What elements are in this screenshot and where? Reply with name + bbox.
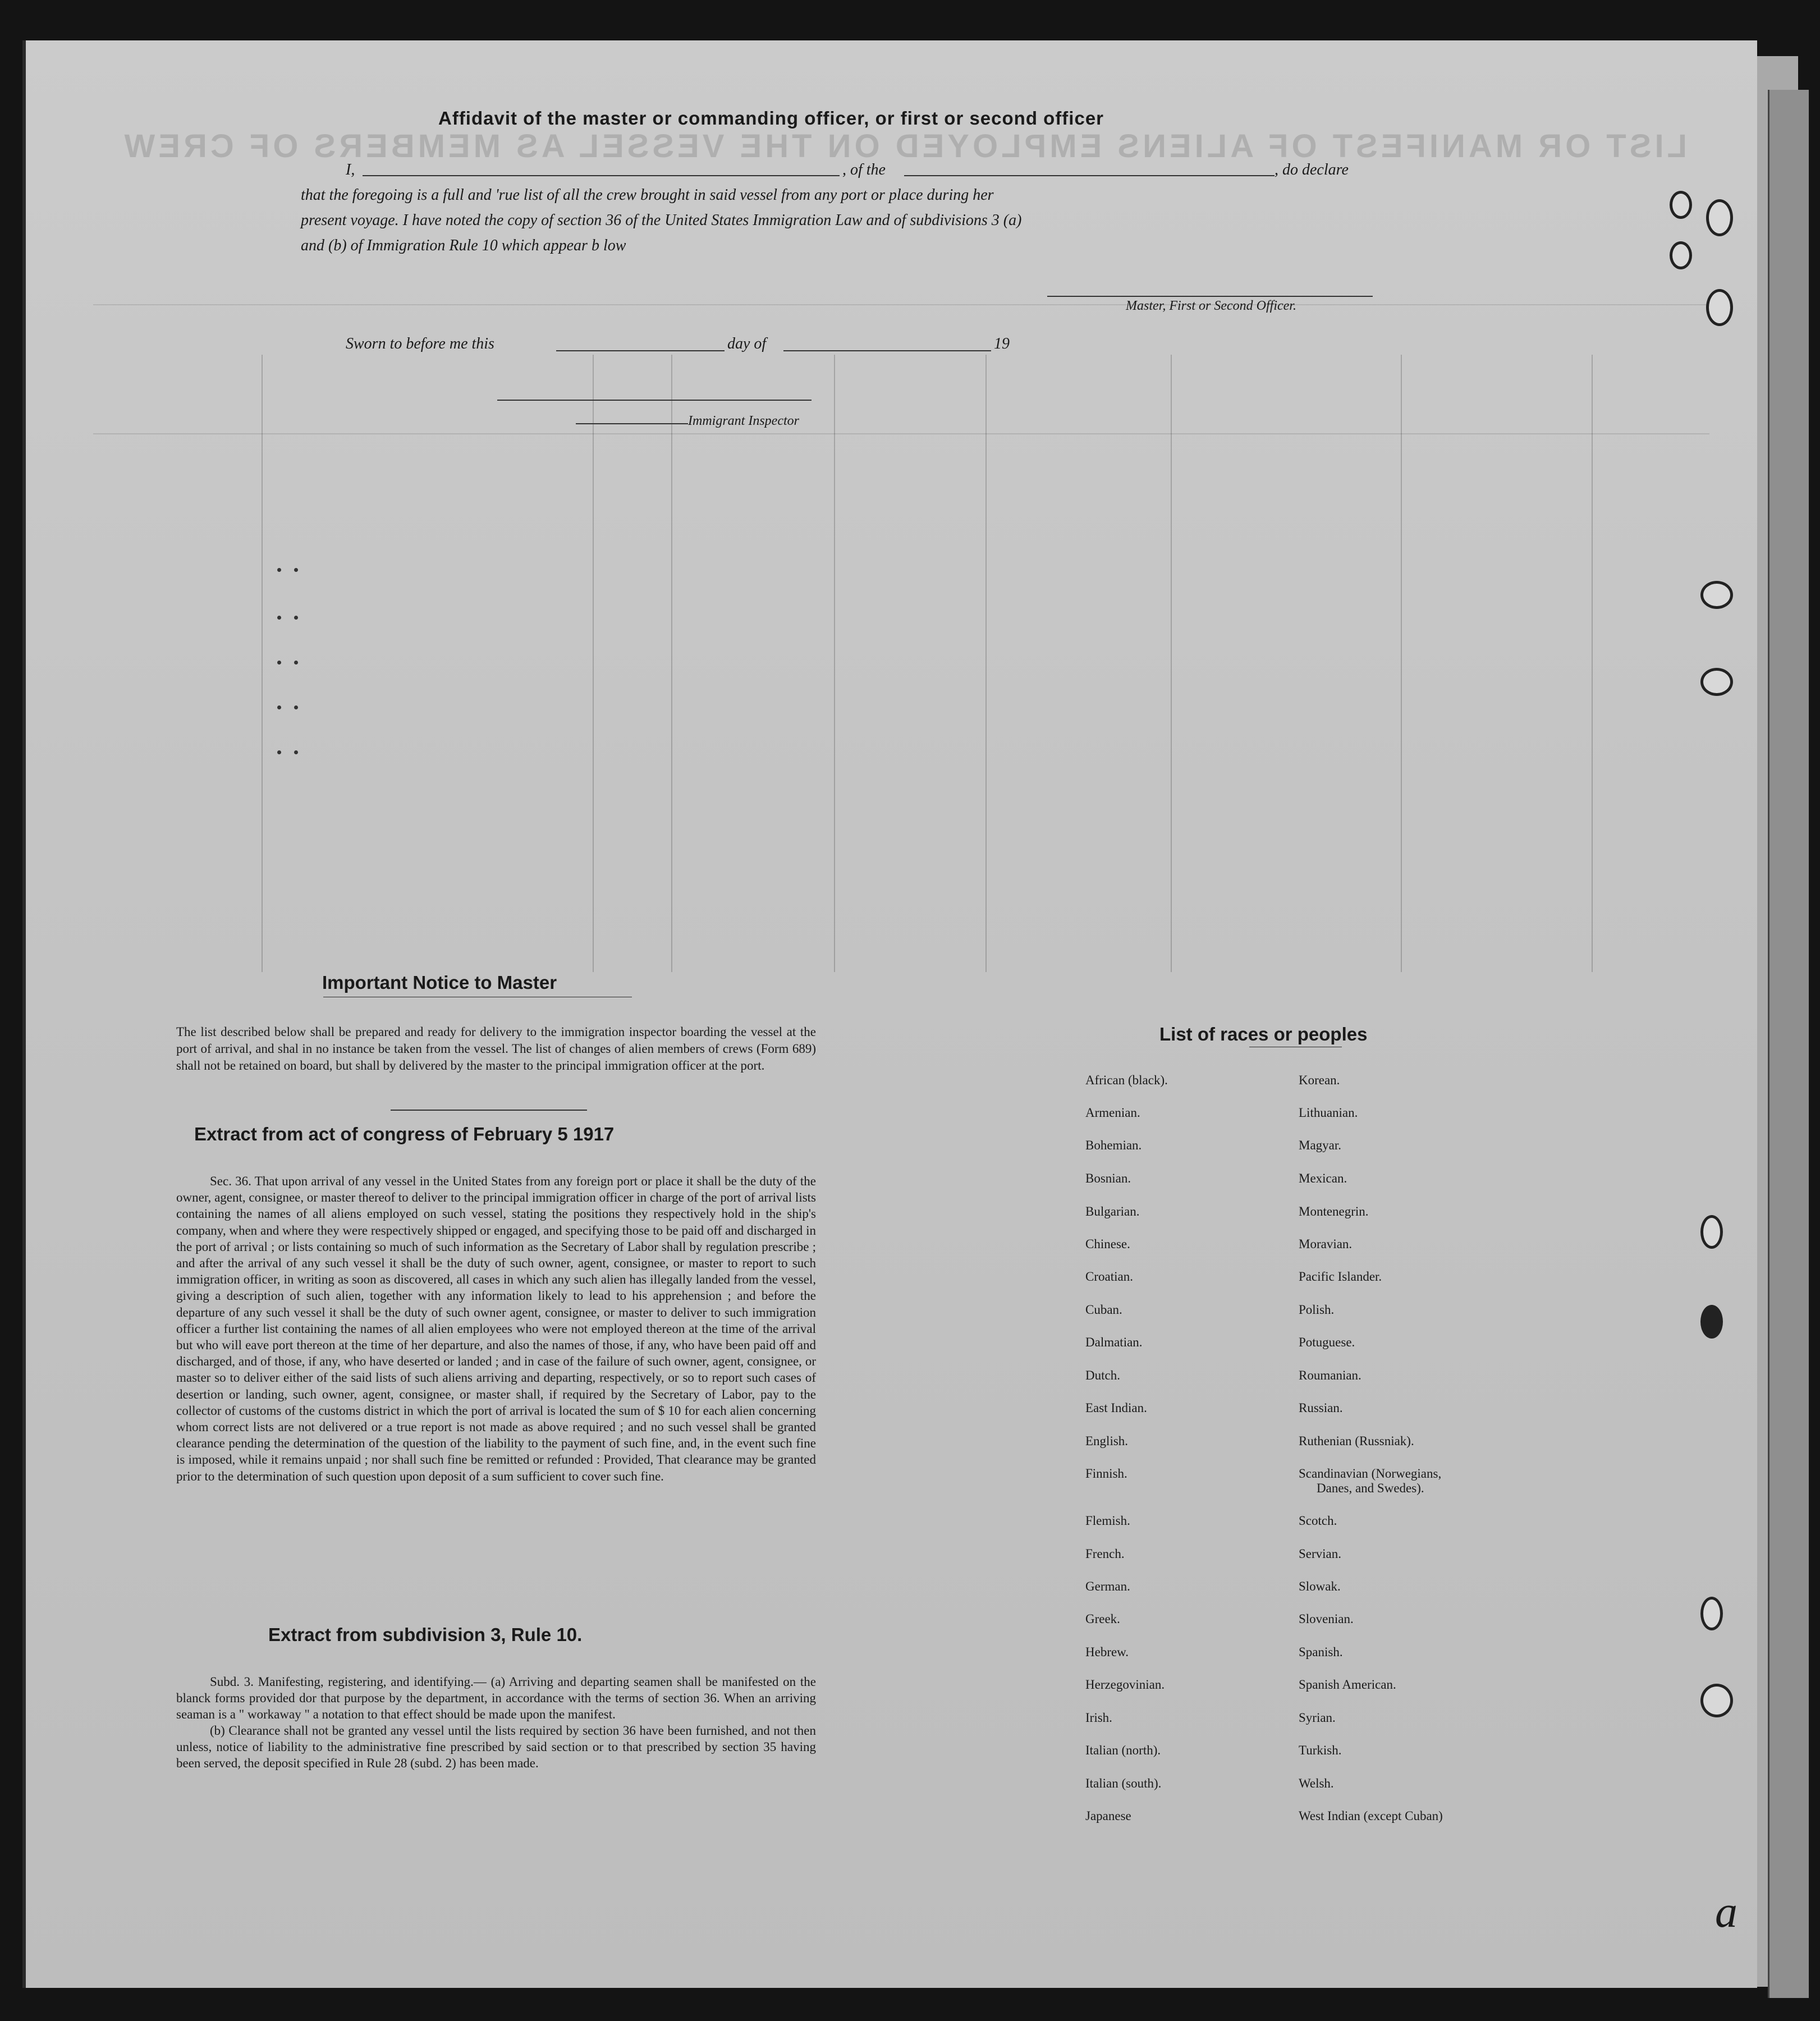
- race-item: Cuban.: [1085, 1303, 1122, 1317]
- race-item: Irish.: [1085, 1711, 1112, 1725]
- sworn-text: Sworn to before me this: [346, 335, 494, 352]
- bleed-rule: [93, 304, 1709, 305]
- race-item: Armenian.: [1085, 1106, 1140, 1120]
- inspector-label: Immigrant Inspector: [688, 414, 799, 428]
- race-item: Bohemian.: [1085, 1138, 1142, 1152]
- bleed-through-title: LIST OR MANIFEST OF ALIENS EMPLOYED ON THE VESSEL AS MEMBERS OF CREW: [121, 128, 1687, 164]
- affidavit-line1-mid: , of the: [842, 161, 886, 178]
- race-item: Japanese: [1085, 1809, 1131, 1823]
- act-extract-title: Extract from act of congress of February 5 1917: [194, 1124, 615, 1144]
- sworn-day-blank[interactable]: [556, 350, 725, 351]
- race-item: Magyar.: [1299, 1138, 1342, 1152]
- affidavit-line4: and (b) of Immigration Rule 10 which appear b low: [301, 237, 626, 254]
- race-item: African (black).: [1085, 1073, 1168, 1087]
- bleed-column-line: [1171, 355, 1172, 972]
- sworn-day-of: day of: [727, 335, 767, 352]
- margin-dot: [277, 750, 281, 754]
- punch-hole: [1700, 1305, 1723, 1339]
- punch-hole: [1670, 241, 1692, 269]
- margin-dot: [294, 661, 298, 664]
- race-item: English.: [1085, 1434, 1129, 1448]
- bleed-column-line: [1401, 355, 1402, 972]
- race-item: Pacific Islander.: [1299, 1270, 1382, 1284]
- race-item: Korean.: [1299, 1073, 1340, 1087]
- race-item: Welsh.: [1299, 1776, 1334, 1790]
- inspector-signature-line[interactable]: [497, 400, 812, 401]
- race-item: French.: [1085, 1547, 1125, 1561]
- race-item: Dalmatian.: [1085, 1335, 1143, 1349]
- affidavit-line1-start: I,: [346, 161, 355, 178]
- subdivision-text: [176, 1674, 816, 1771]
- punch-hole: [1700, 1684, 1733, 1717]
- race-item: Syrian.: [1299, 1711, 1336, 1725]
- master-signature-label: Master, First or Second Officer.: [1126, 299, 1296, 313]
- race-item: West Indian (except Cuban): [1299, 1809, 1443, 1823]
- master-signature-line[interactable]: [1047, 296, 1373, 297]
- rule-extract-title: Extract from subdivision 3, Rule 10.: [268, 1624, 583, 1645]
- subdivision-para-b: (b) Clearance shall not be granted any vessel until the lists required by section 36 have been furnished, and not then unless, notice of liability to the administrative fine prescribed by said section or to that prescribed by section 35 having been served, the deposit specified in Rule 28 (subd. 2) has been made.: [176, 1724, 816, 1770]
- punch-hole: [1700, 668, 1733, 696]
- margin-dot: [277, 568, 281, 572]
- race-item: Ruthenian (Russniak).: [1299, 1434, 1414, 1448]
- race-item: Italian (north).: [1085, 1743, 1161, 1757]
- race-item: Dutch.: [1085, 1368, 1120, 1382]
- race-item: Danes, and Swedes).: [1317, 1481, 1424, 1495]
- race-item: Polish.: [1299, 1303, 1335, 1317]
- notice-text: The list described below shall be prepared and ready for delivery to the immigration inspector boarding the vessel at the port of arrival, and shal in no instance be taken from the vessel. The list of changes of alien members of crews (Form 689) shall not be retained on board, but shall by delivered by the master to the principal immigration officer at the port.: [176, 1025, 816, 1073]
- document-page: [22, 40, 1757, 1988]
- bleed-rule: [93, 433, 1709, 434]
- race-item: Scandinavian (Norwegians,: [1299, 1467, 1442, 1481]
- margin-dot: [277, 661, 281, 664]
- race-item: Moravian.: [1299, 1237, 1353, 1251]
- race-item: Spanish American.: [1299, 1678, 1396, 1692]
- race-item: Herzegovinian.: [1085, 1678, 1165, 1692]
- race-item: Croatian.: [1085, 1270, 1133, 1284]
- inspector-short-line: [576, 423, 688, 424]
- vessel-blank[interactable]: [904, 175, 1275, 176]
- sworn-year: 19: [994, 335, 1010, 352]
- affidavit-title: Affidavit of the master or commanding officer, or first or second officer: [438, 108, 1104, 129]
- race-item: Lithuanian.: [1299, 1106, 1358, 1120]
- race-item: Mexican.: [1299, 1171, 1347, 1185]
- punch-hole: [1706, 289, 1733, 326]
- race-item: German.: [1085, 1579, 1130, 1593]
- race-item: Scotch.: [1299, 1514, 1337, 1528]
- margin-dot: [294, 750, 298, 754]
- race-item: Slovenian.: [1299, 1612, 1354, 1626]
- race-item: Flemish.: [1085, 1514, 1130, 1528]
- bleed-column-line: [1592, 355, 1593, 972]
- affidavit-line1-end: , do declare: [1275, 161, 1349, 178]
- bleed-column-line: [593, 355, 594, 972]
- affidavit-line2: that the foregoing is a full and 'rue list of all the crew brought in said vessel from any port or place during her: [301, 186, 994, 204]
- bleed-column-line: [985, 355, 987, 972]
- underlying-page-edge-2: [1768, 90, 1809, 1998]
- race-item: Slowak.: [1299, 1579, 1341, 1593]
- race-item: Hebrew.: [1085, 1645, 1129, 1659]
- section-36-text: Sec. 36. That upon arrival of any vessel in the United States from any foreign port or place it shall be the duty of the owner, agent, consignee, or master thereof to deliver to the principal immigration officer in charge of the port of arrival lists containing the names of all aliens employed on such vessel, stating the positions they respectively hold in the ship's company, when and where they were respectively shipped or engaged, and specifying those to be paid off and discharged in the port of arrival ; or lists containing so much of such information as the Secretary of Labor shall by regulation prescribe ; and after the arrival of any such vessel it shall be the duty of such owner, agent, consignee, or master to report to such immigration officer, in writing as soon as discovered, all cases in which any such alien has illegally landed from the vessel, giving a description of such alien, together with any information likely to lead to his apprehension ; and before the departure of any such vessel it shall be the duty of such owner agent, consignee, or master to deliver to such immigration officer a further list containing the names of all alien employees who were not employed thereon at the time of the arrival but who will eave port thereon at the time of her departure, and also the names of those, if any, who have been paid off and discharged, and of those, if any, who have deserted or landed ; and in case of the failure of such owner, agent, consignee, or master so to deliver either of the said lists of such aliens arriving and departing, respectively, or so to report such cases of desertion or landing, such owner, agent, consignee, or master shall, if required by the Secretary of Labor, pay to the collector of customs of the customs district in which the port of arrival is located the sum of $ 10 for each alien concerning whom correct lists are not delivered or a true report is not made as above required ; and no such vessel shall be granted clearance pending the determination of the question of the liability to the payment of such fine, and, in the event such fine is imposed, while it remains unpaid ; nor shall such fine be remitted or refunded : Provided, That clearance may be granted prior to the determination of such question upon deposit of a sum sufficient to cover such fine.: [176, 1174, 816, 1483]
- race-item: Finnish.: [1085, 1467, 1127, 1481]
- race-item: Chinese.: [1085, 1237, 1130, 1251]
- name-blank[interactable]: [363, 175, 840, 176]
- bleed-column-line: [834, 355, 835, 972]
- race-item: Turkish.: [1299, 1743, 1342, 1757]
- race-item: Spanish.: [1299, 1645, 1343, 1659]
- margin-dot: [277, 616, 281, 620]
- section-divider: [391, 1110, 587, 1111]
- race-item: Roumanian.: [1299, 1368, 1361, 1382]
- notice-title: Important Notice to Master: [322, 972, 557, 993]
- punch-hole: [1670, 191, 1692, 219]
- margin-dot: [294, 705, 298, 709]
- sworn-month-blank[interactable]: [783, 350, 991, 351]
- race-item: Montenegrin.: [1299, 1204, 1369, 1218]
- race-item: Bulgarian.: [1085, 1204, 1140, 1218]
- race-item: Italian (south).: [1085, 1776, 1162, 1790]
- race-item: Bosnian.: [1085, 1171, 1131, 1185]
- affidavit-line3: present voyage. I have noted the copy of section 36 of the United States Immigration Law and of subdivisions 3 (a): [301, 212, 1022, 229]
- margin-handwritten-mark: a: [1715, 1887, 1738, 1937]
- margin-dot: [294, 568, 298, 572]
- race-item: Russian.: [1299, 1401, 1343, 1415]
- punch-hole: [1700, 1597, 1723, 1630]
- race-item: East Indian.: [1085, 1401, 1147, 1415]
- race-item: Potuguese.: [1299, 1335, 1355, 1349]
- punch-hole: [1700, 1215, 1723, 1249]
- races-title: List of races or peoples: [1159, 1024, 1368, 1044]
- margin-dot: [294, 616, 298, 620]
- bleed-column-line: [262, 355, 263, 972]
- margin-dot: [277, 705, 281, 709]
- race-item: Greek.: [1085, 1612, 1120, 1626]
- subdivision-para-a: Subd. 3. Manifesting, registering, and identifying.— (a) Arriving and departing seamen shall be manifested on the blanck forms provided dor that purpose by the department, in accordance with the terms of section 36. When an arriving seaman is a " workaway " a notation to that effect should be made upon the manifest.: [176, 1675, 816, 1721]
- race-item: Servian.: [1299, 1547, 1342, 1561]
- punch-hole: [1700, 581, 1733, 609]
- bleed-column-line: [671, 355, 672, 972]
- punch-hole: [1706, 199, 1733, 236]
